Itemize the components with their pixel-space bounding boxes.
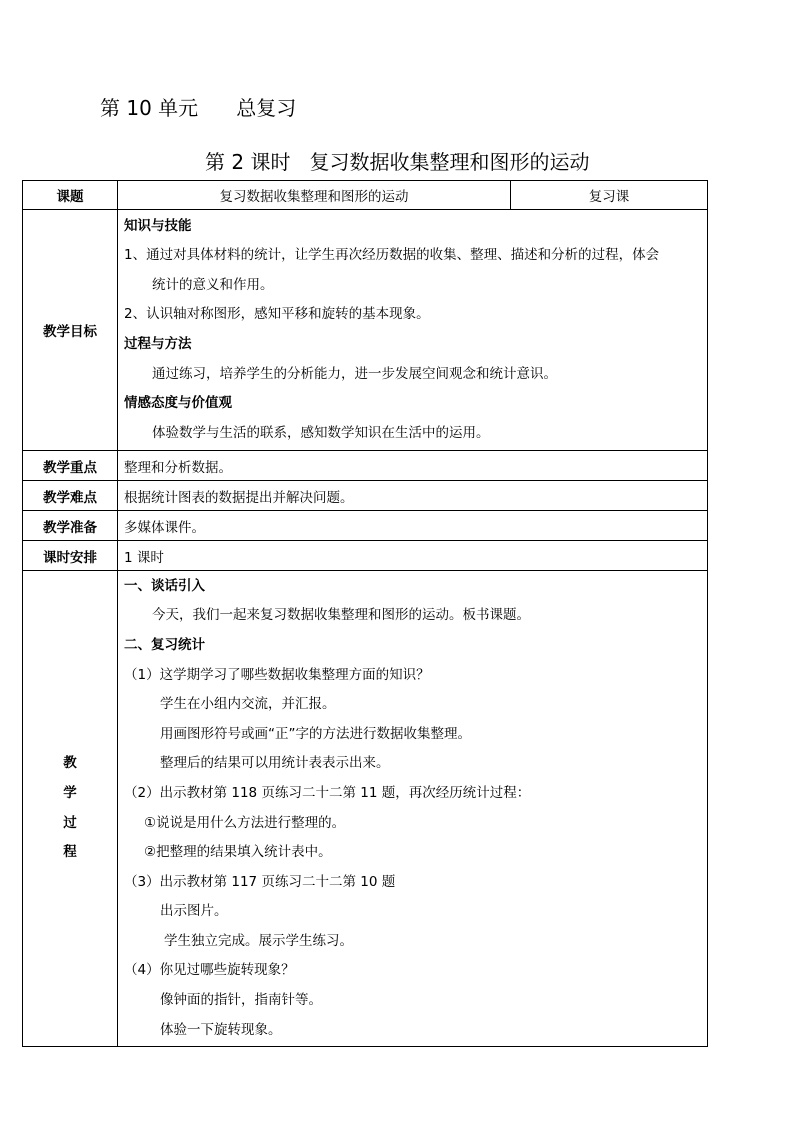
process-label-char: 过	[63, 814, 77, 831]
process-line: （2）出示教材第 118 页练习二十二第 11 题，再次经历统计过程：	[124, 784, 531, 801]
section-heading-intro: 一、谈话引入	[124, 577, 205, 594]
process-line: （1）这学期学习了哪些数据收集整理方面的知识？	[124, 666, 430, 683]
lesson-type: 复习课	[511, 181, 708, 210]
preparation-value: 多媒体课件。	[118, 511, 708, 541]
process-row	[23, 571, 708, 1047]
topic-row	[23, 181, 708, 210]
unit-title: 第 10 单元 总复习	[100, 96, 297, 120]
process-line: 用画图形符号或画“正”字的方法进行数据收集整理。	[160, 725, 471, 742]
schedule-value: 1 课时	[118, 541, 708, 571]
objectives-label: 教学目标	[23, 210, 118, 451]
process-heading: 过程与方法	[124, 336, 192, 352]
preparation-row	[23, 511, 708, 541]
process-content	[118, 571, 708, 1047]
process-line: ②把整理的结果填入统计表中。	[144, 844, 332, 861]
knowledge-item-1-cont: 统计的意义和作用。	[152, 276, 274, 293]
topic-value: 复习数据收集整理和图形的运动	[118, 181, 511, 210]
topic-label: 课题	[23, 181, 118, 210]
process-line: 出示图片。	[160, 903, 228, 920]
process-label-char: 程	[63, 844, 77, 861]
process-line: ①说说是用什么方法进行整理的。	[144, 814, 346, 831]
objectives-content	[118, 210, 708, 451]
difficulty-row	[23, 481, 708, 511]
process-line: （3）出示教材第 117 页练习二十二第 10 题	[124, 873, 396, 890]
process-line: 像钟面的指针，指南针等。	[160, 992, 322, 1009]
process-label-char: 学	[63, 784, 77, 801]
key-point-label: 教学重点	[23, 451, 118, 481]
emotion-heading: 情感态度与价值观	[124, 395, 232, 412]
process-line: 体验一下旋转现象。	[160, 1021, 282, 1038]
knowledge-item-1: 1、通过对具体材料的统计，让学生再次经历数据的收集、整理、描述和分析的过程，体会	[124, 247, 660, 264]
lesson-plan-table	[22, 180, 708, 1047]
difficulty-value: 根据统计图表的数据提出并解决问题。	[118, 481, 708, 511]
emotion-text: 体验数学与生活的联系，感知数学知识在生活中的运用。	[152, 424, 490, 441]
schedule-row	[23, 541, 708, 571]
section-heading-stats: 二、复习统计	[124, 636, 205, 653]
process-line: 学生独立完成。展示学生练习。	[164, 932, 353, 949]
schedule-label: 课时安排	[23, 541, 118, 571]
process-line: 整理后的结果可以用统计表表示出来。	[160, 755, 390, 772]
key-point-value: 整理和分析数据。	[118, 451, 708, 481]
difficulty-label: 教学难点	[23, 481, 118, 511]
objectives-row	[23, 210, 708, 451]
process-line: 学生在小组内交流，并汇报。	[160, 696, 336, 713]
key-point-row	[23, 451, 708, 481]
process-line: 今天，我们一起来复习数据收集整理和图形的运动。板书课题。	[152, 607, 530, 624]
knowledge-heading: 知识与技能	[124, 217, 192, 234]
process-line: （4）你见过哪些旋转现象？	[124, 962, 295, 979]
preparation-label: 教学准备	[23, 511, 118, 541]
lesson-title: 第 2 课时 复习数据收集整理和图形的运动	[205, 150, 590, 174]
process-label-char: 教	[63, 755, 77, 772]
knowledge-item-2: 2、认识轴对称图形，感知平移和旋转的基本现象。	[124, 306, 430, 323]
process-label	[23, 571, 118, 1047]
process-text: 通过练习，培养学生的分析能力，进一步发展空间观念和统计意识。	[152, 365, 557, 382]
